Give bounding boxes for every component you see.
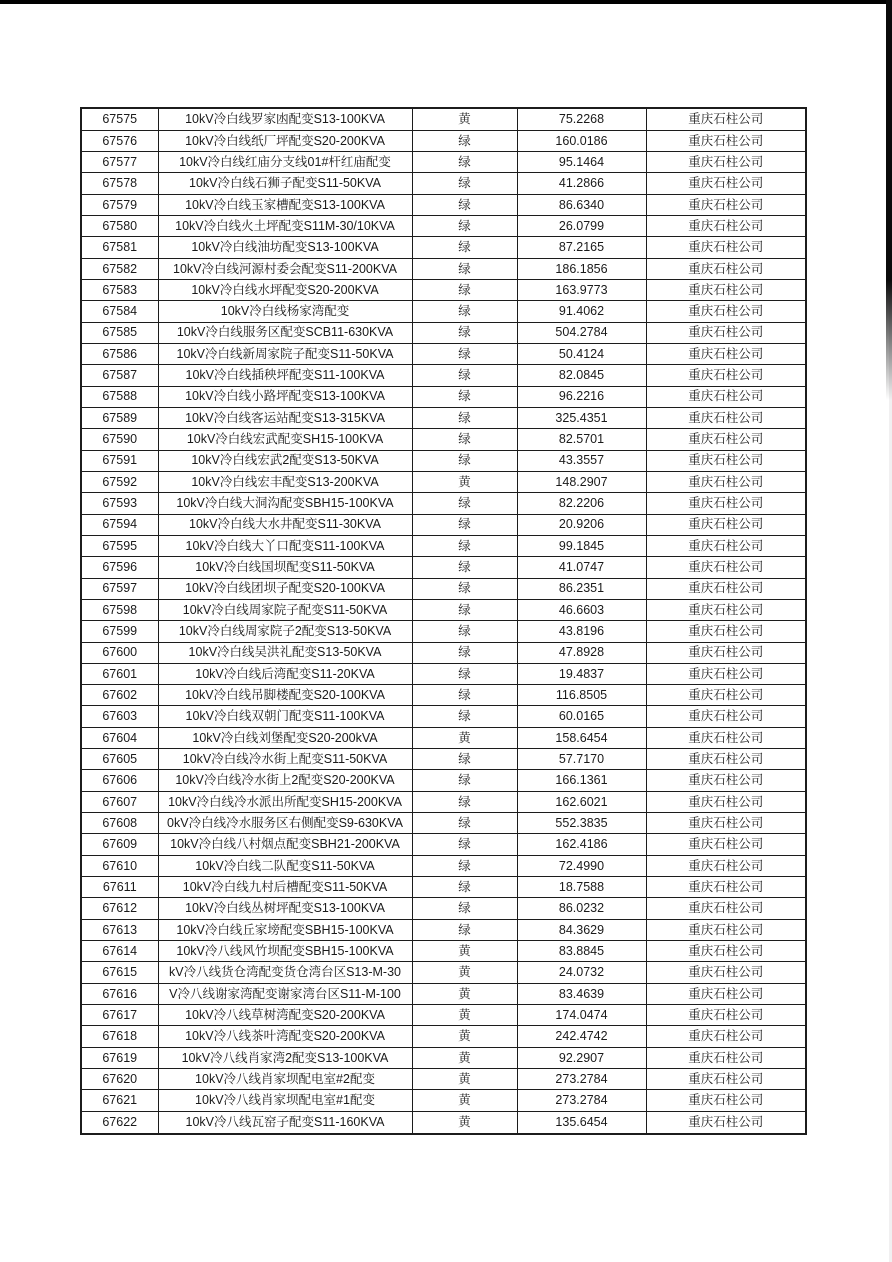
cell-power-value: 116.8505 — [517, 685, 646, 706]
cell-transformer-name: 10kV冷八线茶叶湾配变S20-200KVA — [158, 1026, 412, 1047]
cell-row-id: 67602 — [81, 685, 158, 706]
cell-company: 重庆石柱公司 — [646, 258, 806, 279]
table-row — [81, 727, 806, 748]
cell-company: 重庆石柱公司 — [646, 791, 806, 812]
cell-power-value: 166.1361 — [517, 770, 646, 791]
cell-power-value: 135.6454 — [517, 1111, 646, 1134]
cell-company: 重庆石柱公司 — [646, 813, 806, 834]
cell-row-id: 67614 — [81, 941, 158, 962]
cell-row-id: 67588 — [81, 386, 158, 407]
cell-status-color: 黄 — [412, 1069, 517, 1090]
cell-row-id: 67616 — [81, 983, 158, 1004]
cell-row-id: 67607 — [81, 791, 158, 812]
cell-transformer-name: 10kV冷白线宏武配变SH15-100KVA — [158, 429, 412, 450]
cell-power-value: 47.8928 — [517, 642, 646, 663]
table-row — [81, 365, 806, 386]
table-row — [81, 237, 806, 258]
cell-company: 重庆石柱公司 — [646, 855, 806, 876]
cell-power-value: 273.2784 — [517, 1069, 646, 1090]
cell-transformer-name: 10kV冷白线罗家凼配变S13-100KVA — [158, 108, 412, 130]
table-row — [81, 322, 806, 343]
cell-company: 重庆石柱公司 — [646, 898, 806, 919]
cell-transformer-name: 10kV冷白线新周家院子配变S11-50KVA — [158, 343, 412, 364]
cell-company: 重庆石柱公司 — [646, 343, 806, 364]
cell-company: 重庆石柱公司 — [646, 535, 806, 556]
cell-transformer-name: 10kV冷白线杨家湾配变 — [158, 301, 412, 322]
cell-row-id: 67587 — [81, 365, 158, 386]
cell-row-id: 67575 — [81, 108, 158, 130]
cell-transformer-name: 10kV冷八线瓦窑子配变S11-160KVA — [158, 1111, 412, 1134]
cell-transformer-name: 10kV冷白线客运站配变S13-315KVA — [158, 407, 412, 428]
cell-power-value: 162.6021 — [517, 791, 646, 812]
cell-status-color: 绿 — [412, 130, 517, 151]
cell-power-value: 83.8845 — [517, 941, 646, 962]
cell-company: 重庆石柱公司 — [646, 108, 806, 130]
cell-transformer-name: 10kV冷白线河源村委会配变S11-200KVA — [158, 258, 412, 279]
cell-power-value: 72.4990 — [517, 855, 646, 876]
cell-company: 重庆石柱公司 — [646, 642, 806, 663]
cell-company: 重庆石柱公司 — [646, 941, 806, 962]
table-row — [81, 407, 806, 428]
cell-transformer-name: 10kV冷白线周家院子2配变S13-50KVA — [158, 621, 412, 642]
cell-status-color: 绿 — [412, 173, 517, 194]
cell-row-id: 67597 — [81, 578, 158, 599]
cell-status-color: 绿 — [412, 855, 517, 876]
cell-transformer-name: 10kV冷白线冷水街上配变S11-50KVA — [158, 749, 412, 770]
cell-power-value: 148.2907 — [517, 471, 646, 492]
cell-power-value: 174.0474 — [517, 1005, 646, 1026]
cell-transformer-name: 10kV冷八线肖家湾2配变S13-100KVA — [158, 1047, 412, 1068]
cell-transformer-name: 10kV冷白线九村后槽配变S11-50KVA — [158, 877, 412, 898]
cell-power-value: 84.3629 — [517, 919, 646, 940]
cell-row-id: 67590 — [81, 429, 158, 450]
cell-transformer-name: 10kV冷白线冷水街上2配变S20-200KVA — [158, 770, 412, 791]
cell-power-value: 96.2216 — [517, 386, 646, 407]
table-row — [81, 834, 806, 855]
cell-transformer-name: 10kV冷白线刘堡配变S20-200kVA — [158, 727, 412, 748]
cell-transformer-name: 10kV冷八线肖家坝配电室#2配变 — [158, 1069, 412, 1090]
table-row — [81, 1005, 806, 1026]
cell-status-color: 绿 — [412, 279, 517, 300]
cell-status-color: 绿 — [412, 685, 517, 706]
cell-power-value: 82.0845 — [517, 365, 646, 386]
cell-status-color: 绿 — [412, 514, 517, 535]
cell-row-id: 67618 — [81, 1026, 158, 1047]
cell-power-value: 158.6454 — [517, 727, 646, 748]
table-row — [81, 471, 806, 492]
transformer-table — [80, 107, 807, 1135]
cell-company: 重庆石柱公司 — [646, 1090, 806, 1111]
cell-row-id: 67612 — [81, 898, 158, 919]
cell-transformer-name: 10kV冷白线周家院子配变S11-50KVA — [158, 599, 412, 620]
cell-status-color: 黄 — [412, 941, 517, 962]
cell-status-color: 绿 — [412, 215, 517, 236]
cell-row-id: 67589 — [81, 407, 158, 428]
cell-status-color: 绿 — [412, 535, 517, 556]
cell-transformer-name: 10kV冷白线双朝门配变S11-100KVA — [158, 706, 412, 727]
cell-transformer-name: 10kV冷白线丛树坪配变S13-100KVA — [158, 898, 412, 919]
table-row — [81, 898, 806, 919]
cell-power-value: 86.6340 — [517, 194, 646, 215]
cell-status-color: 绿 — [412, 301, 517, 322]
cell-status-color: 绿 — [412, 151, 517, 172]
cell-row-id: 67580 — [81, 215, 158, 236]
cell-transformer-name: 10kV冷白线八村烟点配变SBH21-200KVA — [158, 834, 412, 855]
table-row — [81, 1090, 806, 1111]
cell-transformer-name: 10kV冷白线团坝子配变S20-100KVA — [158, 578, 412, 599]
cell-company: 重庆石柱公司 — [646, 599, 806, 620]
table-row — [81, 706, 806, 727]
cell-transformer-name: 10kV冷白线国坝配变S11-50KVA — [158, 557, 412, 578]
cell-row-id: 67608 — [81, 813, 158, 834]
cell-power-value: 82.2206 — [517, 493, 646, 514]
table-row — [81, 386, 806, 407]
table-row — [81, 1026, 806, 1047]
cell-power-value: 86.0232 — [517, 898, 646, 919]
cell-company: 重庆石柱公司 — [646, 386, 806, 407]
cell-row-id: 67596 — [81, 557, 158, 578]
cell-row-id: 67601 — [81, 663, 158, 684]
cell-transformer-name: 10kV冷白线吊脚楼配变S20-100KVA — [158, 685, 412, 706]
table-row — [81, 108, 806, 130]
table-row — [81, 173, 806, 194]
cell-power-value: 18.7588 — [517, 877, 646, 898]
cell-transformer-name: 10kV冷白线大丫口配变S11-100KVA — [158, 535, 412, 556]
cell-row-id: 67620 — [81, 1069, 158, 1090]
cell-status-color: 绿 — [412, 919, 517, 940]
table-row — [81, 215, 806, 236]
cell-company: 重庆石柱公司 — [646, 621, 806, 642]
cell-row-id: 67591 — [81, 450, 158, 471]
cell-status-color: 黄 — [412, 983, 517, 1004]
cell-power-value: 83.4639 — [517, 983, 646, 1004]
cell-status-color: 绿 — [412, 813, 517, 834]
cell-company: 重庆石柱公司 — [646, 557, 806, 578]
table-row — [81, 685, 806, 706]
cell-company: 重庆石柱公司 — [646, 962, 806, 983]
cell-company: 重庆石柱公司 — [646, 1005, 806, 1026]
cell-company: 重庆石柱公司 — [646, 215, 806, 236]
table-row — [81, 514, 806, 535]
cell-power-value: 162.4186 — [517, 834, 646, 855]
table-row — [81, 258, 806, 279]
cell-status-color: 绿 — [412, 237, 517, 258]
cell-power-value: 95.1464 — [517, 151, 646, 172]
table-row — [81, 535, 806, 556]
cell-row-id: 67603 — [81, 706, 158, 727]
cell-status-color: 绿 — [412, 258, 517, 279]
cell-status-color: 绿 — [412, 557, 517, 578]
cell-transformer-name: 10kV冷白线大水井配变S11-30KVA — [158, 514, 412, 535]
table-row — [81, 791, 806, 812]
scan-top-edge — [0, 0, 892, 4]
table-row — [81, 919, 806, 940]
cell-transformer-name: 10kV冷白线小路坪配变S13-100KVA — [158, 386, 412, 407]
table-row — [81, 642, 806, 663]
cell-transformer-name: 10kV冷八线风竹坝配变SBH15-100KVA — [158, 941, 412, 962]
cell-row-id: 67610 — [81, 855, 158, 876]
table-row — [81, 493, 806, 514]
cell-company: 重庆石柱公司 — [646, 1111, 806, 1134]
cell-company: 重庆石柱公司 — [646, 727, 806, 748]
cell-row-id: 67594 — [81, 514, 158, 535]
cell-company: 重庆石柱公司 — [646, 130, 806, 151]
cell-power-value: 57.7170 — [517, 749, 646, 770]
cell-transformer-name: 10kV冷白线玉家槽配变S13-100KVA — [158, 194, 412, 215]
cell-status-color: 绿 — [412, 749, 517, 770]
cell-company: 重庆石柱公司 — [646, 237, 806, 258]
cell-status-color: 黄 — [412, 727, 517, 748]
cell-row-id: 67600 — [81, 642, 158, 663]
cell-transformer-name: 10kV冷白线火土坪配变S11M-30/10KVA — [158, 215, 412, 236]
table-row — [81, 599, 806, 620]
cell-power-value: 552.3835 — [517, 813, 646, 834]
cell-row-id: 67617 — [81, 1005, 158, 1026]
cell-power-value: 160.0186 — [517, 130, 646, 151]
cell-company: 重庆石柱公司 — [646, 749, 806, 770]
cell-row-id: 67611 — [81, 877, 158, 898]
cell-company: 重庆石柱公司 — [646, 834, 806, 855]
cell-transformer-name: 10kV冷白线纸厂坪配变S20-200KVA — [158, 130, 412, 151]
scan-right-edge — [886, 0, 892, 400]
cell-power-value: 41.0747 — [517, 557, 646, 578]
cell-power-value: 41.2866 — [517, 173, 646, 194]
table-row — [81, 621, 806, 642]
cell-transformer-name: 10kV冷白线大洞沟配变SBH15-100KVA — [158, 493, 412, 514]
cell-transformer-name: V冷八线谢家湾配变谢家湾台区S11-M-100 — [158, 983, 412, 1004]
cell-status-color: 绿 — [412, 386, 517, 407]
cell-status-color: 绿 — [412, 599, 517, 620]
cell-row-id: 67595 — [81, 535, 158, 556]
table-row — [81, 429, 806, 450]
table-row — [81, 983, 806, 1004]
cell-row-id: 67582 — [81, 258, 158, 279]
cell-row-id: 67578 — [81, 173, 158, 194]
cell-status-color: 绿 — [412, 834, 517, 855]
cell-transformer-name: kV冷八线货仓湾配变货仓湾台区S13-M-30 — [158, 962, 412, 983]
cell-company: 重庆石柱公司 — [646, 407, 806, 428]
cell-row-id: 67584 — [81, 301, 158, 322]
cell-company: 重庆石柱公司 — [646, 877, 806, 898]
cell-power-value: 24.0732 — [517, 962, 646, 983]
cell-company: 重庆石柱公司 — [646, 578, 806, 599]
table-row — [81, 813, 806, 834]
cell-status-color: 黄 — [412, 1005, 517, 1026]
table-row — [81, 1047, 806, 1068]
cell-power-value: 20.9206 — [517, 514, 646, 535]
cell-power-value: 43.8196 — [517, 621, 646, 642]
cell-transformer-name: 10kV冷白线油坊配变S13-100KVA — [158, 237, 412, 258]
cell-row-id: 67579 — [81, 194, 158, 215]
cell-status-color: 黄 — [412, 471, 517, 492]
cell-row-id: 67615 — [81, 962, 158, 983]
cell-transformer-name: 10kV冷白线宏武2配变S13-50KVA — [158, 450, 412, 471]
cell-company: 重庆石柱公司 — [646, 514, 806, 535]
table-row — [81, 301, 806, 322]
cell-row-id: 67604 — [81, 727, 158, 748]
cell-power-value: 92.2907 — [517, 1047, 646, 1068]
cell-power-value: 75.2268 — [517, 108, 646, 130]
cell-status-color: 绿 — [412, 194, 517, 215]
cell-power-value: 86.2351 — [517, 578, 646, 599]
table-row — [81, 343, 806, 364]
cell-transformer-name: 10kV冷白线丘家塝配变SBH15-100KVA — [158, 919, 412, 940]
cell-row-id: 67581 — [81, 237, 158, 258]
cell-status-color: 绿 — [412, 621, 517, 642]
cell-company: 重庆石柱公司 — [646, 450, 806, 471]
cell-company: 重庆石柱公司 — [646, 919, 806, 940]
cell-row-id: 67613 — [81, 919, 158, 940]
cell-company: 重庆石柱公司 — [646, 429, 806, 450]
cell-status-color: 绿 — [412, 706, 517, 727]
cell-company: 重庆石柱公司 — [646, 1026, 806, 1047]
cell-company: 重庆石柱公司 — [646, 301, 806, 322]
cell-company: 重庆石柱公司 — [646, 173, 806, 194]
cell-power-value: 82.5701 — [517, 429, 646, 450]
cell-company: 重庆石柱公司 — [646, 194, 806, 215]
cell-status-color: 绿 — [412, 663, 517, 684]
cell-company: 重庆石柱公司 — [646, 322, 806, 343]
cell-row-id: 67622 — [81, 1111, 158, 1134]
cell-transformer-name: 10kV冷白线石狮子配变S11-50KVA — [158, 173, 412, 194]
cell-status-color: 黄 — [412, 962, 517, 983]
table-row — [81, 749, 806, 770]
cell-status-color: 黄 — [412, 1090, 517, 1111]
cell-power-value: 87.2165 — [517, 237, 646, 258]
cell-company: 重庆石柱公司 — [646, 983, 806, 1004]
cell-power-value: 46.6603 — [517, 599, 646, 620]
cell-transformer-name: 10kV冷白线冷水派出所配变SH15-200KVA — [158, 791, 412, 812]
cell-transformer-name: 10kV冷白线水坪配变S20-200KVA — [158, 279, 412, 300]
cell-status-color: 绿 — [412, 770, 517, 791]
cell-row-id: 67609 — [81, 834, 158, 855]
cell-company: 重庆石柱公司 — [646, 706, 806, 727]
cell-status-color: 绿 — [412, 450, 517, 471]
table-row — [81, 1069, 806, 1090]
cell-company: 重庆石柱公司 — [646, 770, 806, 791]
cell-status-color: 黄 — [412, 1026, 517, 1047]
cell-status-color: 绿 — [412, 642, 517, 663]
table-body — [81, 108, 806, 1134]
cell-status-color: 绿 — [412, 407, 517, 428]
cell-power-value: 26.0799 — [517, 215, 646, 236]
cell-status-color: 绿 — [412, 322, 517, 343]
table-row — [81, 194, 806, 215]
cell-transformer-name: 10kV冷八线草树湾配变S20-200KVA — [158, 1005, 412, 1026]
cell-power-value: 43.3557 — [517, 450, 646, 471]
cell-row-id: 67619 — [81, 1047, 158, 1068]
table-row — [81, 151, 806, 172]
table-row — [81, 941, 806, 962]
cell-row-id: 67593 — [81, 493, 158, 514]
cell-company: 重庆石柱公司 — [646, 365, 806, 386]
cell-row-id: 67585 — [81, 322, 158, 343]
cell-company: 重庆石柱公司 — [646, 685, 806, 706]
table-row — [81, 1111, 806, 1134]
cell-status-color: 绿 — [412, 898, 517, 919]
cell-transformer-name: 10kV冷白线红庙分支线01#杆红庙配变 — [158, 151, 412, 172]
cell-row-id: 67586 — [81, 343, 158, 364]
cell-row-id: 67598 — [81, 599, 158, 620]
cell-status-color: 黄 — [412, 108, 517, 130]
cell-transformer-name: 10kV冷白线二队配变S11-50KVA — [158, 855, 412, 876]
cell-transformer-name: 10kV冷白线插秧坪配变S11-100KVA — [158, 365, 412, 386]
cell-row-id: 67576 — [81, 130, 158, 151]
cell-company: 重庆石柱公司 — [646, 1069, 806, 1090]
cell-power-value: 60.0165 — [517, 706, 646, 727]
cell-power-value: 273.2784 — [517, 1090, 646, 1111]
cell-company: 重庆石柱公司 — [646, 493, 806, 514]
cell-status-color: 绿 — [412, 877, 517, 898]
cell-status-color: 绿 — [412, 493, 517, 514]
cell-status-color: 绿 — [412, 365, 517, 386]
cell-power-value: 242.4742 — [517, 1026, 646, 1047]
table-row — [81, 962, 806, 983]
cell-row-id: 67621 — [81, 1090, 158, 1111]
cell-power-value: 163.9773 — [517, 279, 646, 300]
cell-power-value: 19.4837 — [517, 663, 646, 684]
cell-row-id: 67606 — [81, 770, 158, 791]
cell-power-value: 99.1845 — [517, 535, 646, 556]
cell-transformer-name: 10kV冷白线吴洪礼配变S13-50KVA — [158, 642, 412, 663]
cell-power-value: 91.4062 — [517, 301, 646, 322]
cell-status-color: 绿 — [412, 343, 517, 364]
table-row — [81, 877, 806, 898]
cell-status-color: 黄 — [412, 1111, 517, 1134]
table-row — [81, 279, 806, 300]
table-row — [81, 855, 806, 876]
cell-status-color: 绿 — [412, 791, 517, 812]
cell-transformer-name: 0kV冷白线冷水服务区右侧配变S9-630KVA — [158, 813, 412, 834]
table-row — [81, 770, 806, 791]
cell-transformer-name: 10kV冷白线后湾配变S11-20KVA — [158, 663, 412, 684]
cell-transformer-name: 10kV冷白线宏丰配变S13-200KVA — [158, 471, 412, 492]
cell-company: 重庆石柱公司 — [646, 279, 806, 300]
table-row — [81, 130, 806, 151]
cell-power-value: 325.4351 — [517, 407, 646, 428]
cell-status-color: 绿 — [412, 429, 517, 450]
cell-row-id: 67592 — [81, 471, 158, 492]
table-row — [81, 578, 806, 599]
cell-power-value: 50.4124 — [517, 343, 646, 364]
cell-row-id: 67577 — [81, 151, 158, 172]
cell-company: 重庆石柱公司 — [646, 663, 806, 684]
cell-power-value: 186.1856 — [517, 258, 646, 279]
cell-transformer-name: 10kV冷白线服务区配变SCB11-630KVA — [158, 322, 412, 343]
table-row — [81, 450, 806, 471]
cell-row-id: 67605 — [81, 749, 158, 770]
cell-row-id: 67583 — [81, 279, 158, 300]
cell-row-id: 67599 — [81, 621, 158, 642]
cell-power-value: 504.2784 — [517, 322, 646, 343]
cell-status-color: 黄 — [412, 1047, 517, 1068]
cell-transformer-name: 10kV冷八线肖家坝配电室#1配变 — [158, 1090, 412, 1111]
cell-company: 重庆石柱公司 — [646, 151, 806, 172]
cell-company: 重庆石柱公司 — [646, 1047, 806, 1068]
cell-company: 重庆石柱公司 — [646, 471, 806, 492]
table-row — [81, 663, 806, 684]
cell-status-color: 绿 — [412, 578, 517, 599]
table-row — [81, 557, 806, 578]
